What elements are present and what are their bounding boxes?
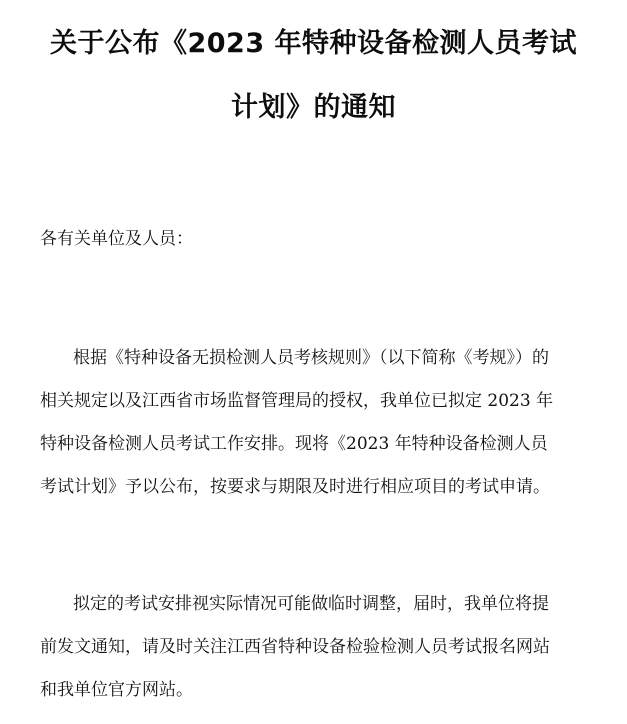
paragraph-line: 前发文通知，请及时关注江西省特种设备检验检测人员考试报名网站 [40,637,550,657]
document-title-line-1: 关于公布《2023 年特种设备检测人员考试 [49,28,578,59]
paragraph-line: 相关规定以及江西省市场监督管理局的授权，我单位已拟定 2023 年 [40,391,554,411]
paragraph-line: 特种设备检测人员考试工作安排。现将《2023 年特种设备检测人员 [40,434,548,454]
paragraph-2 [40,583,600,712]
paragraph-line: 根据《特种设备无损检测人员考核规则》（以下简称《考规》）的 [73,348,549,368]
document-title-line-2: 计划》的通知 [231,92,396,123]
paragraph-line: 考试计划》予以公布，按要求与期限及时进行相应项目的考试申请。 [40,477,550,497]
salutation: 各有关单位及人员： [40,229,193,249]
paragraph-line: 拟定的考试安排视实际情况可能做临时调整，届时，我单位将提 [73,594,549,614]
paragraph-1 [40,337,600,509]
paragraph-line: 和我单位官方网站。 [40,680,193,700]
